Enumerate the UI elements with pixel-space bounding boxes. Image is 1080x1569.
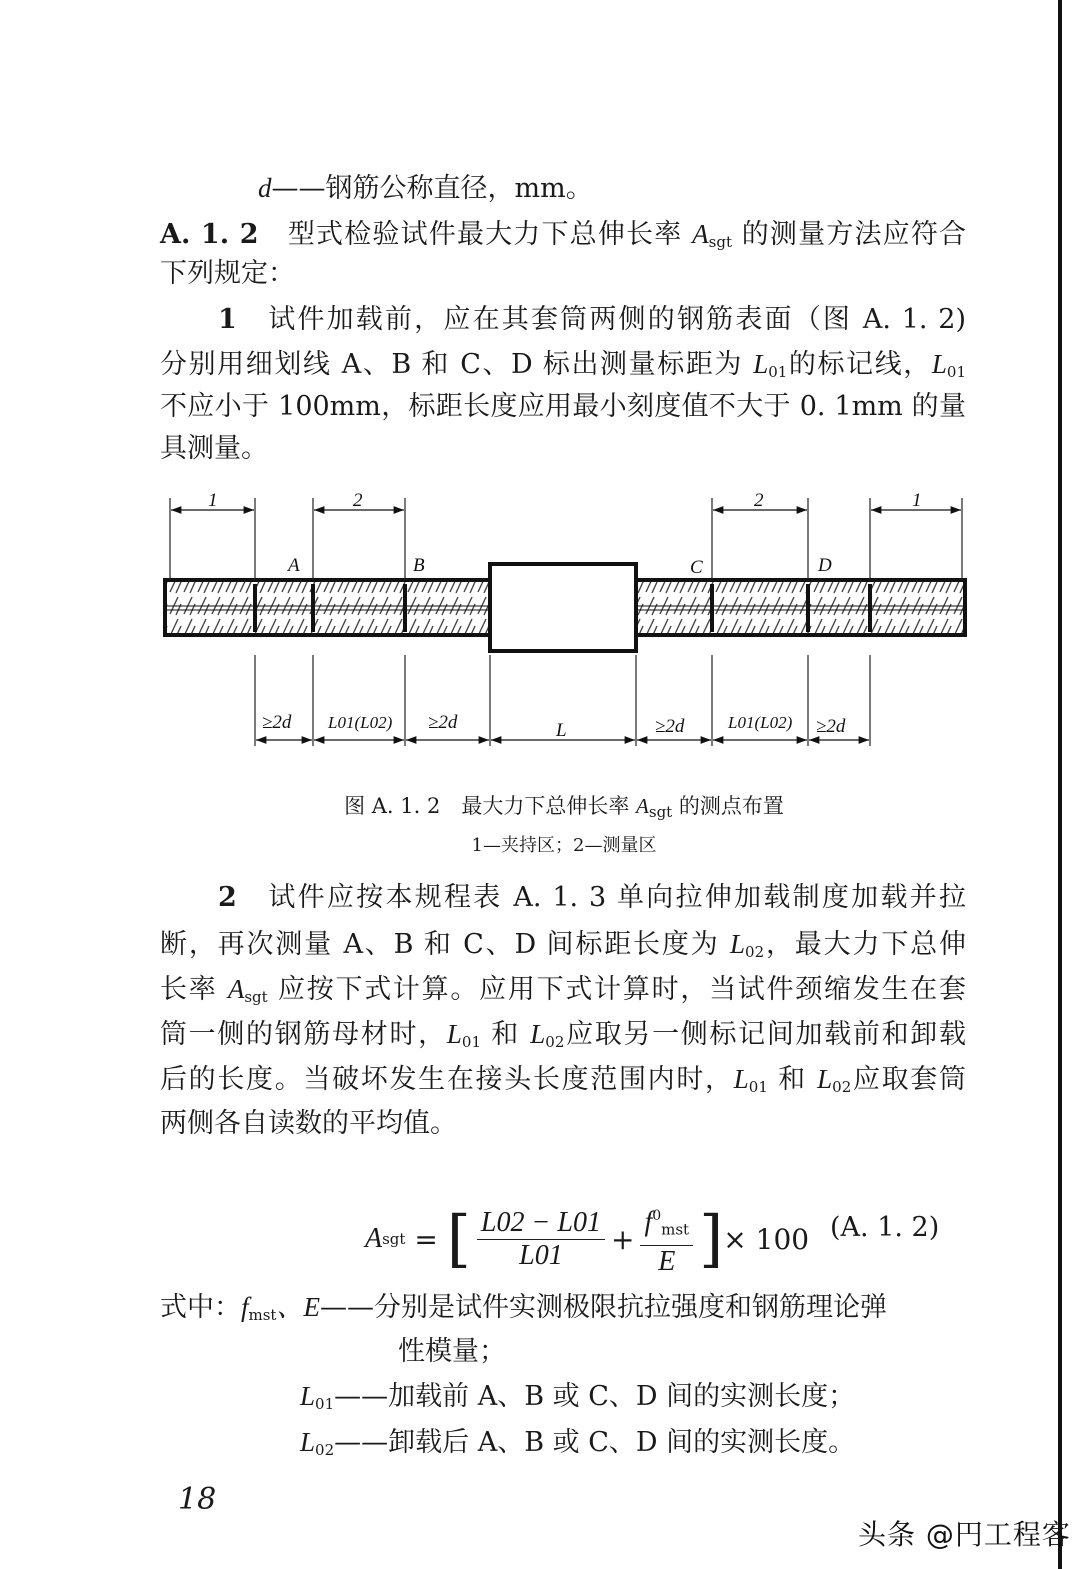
- dim-label: L: [556, 720, 567, 741]
- equation-number: (A. 1. 2): [830, 1212, 940, 1243]
- dim-label: L01(L02): [728, 713, 793, 732]
- figure-legend: 1—夹持区；2—测量区: [471, 835, 657, 856]
- mark-label-b: B: [413, 555, 425, 576]
- watermark: 头条 @円工程客: [858, 1518, 1071, 1551]
- mark-label-d: D: [818, 555, 832, 576]
- mark-label-c: C: [690, 557, 703, 578]
- where-line4: $L_{02}——$卸载后 A、B 或 C、D 间的实测长度。: [300, 1427, 856, 1459]
- dim-label: ≥2d: [428, 712, 458, 733]
- zone-label: 2: [754, 490, 764, 511]
- item1-line4: 具测量。: [160, 433, 268, 464]
- zone-label: 1: [912, 490, 922, 511]
- def-d: d——钢筋公称直径，mm。: [258, 173, 593, 204]
- where-line2: 性模量；: [398, 1336, 506, 1367]
- item2-line3: 长率 $A_{sgt}$ 应按下式计算。应用下式计算时，当试件颈缩发生在套: [160, 974, 966, 1006]
- dim-label: ≥2d: [262, 712, 292, 733]
- sleeve: [490, 564, 636, 651]
- dim-label: L01(L02): [328, 713, 393, 732]
- formula-a-1-2: A sgt = [ $\frac{L02 - L01}{L01}$ + $\frac{f^0_{mst}}{E}$ ] × 100: [365, 1200, 809, 1278]
- mark-label-a: A: [288, 555, 300, 576]
- clause-heading: A. 1. 2 型式检验试件最大力下总伸长率 $A_{sgt}$ 的测量方法应符合: [160, 219, 967, 251]
- item1-line1: 1 试件加载前，应在其套筒两侧的钢筋表面（图 A. 1. 2): [218, 304, 967, 335]
- item1-line3: 不应小于 100mm，标距长度应用最小刻度值不大于 0. 1mm 的量: [160, 391, 966, 422]
- item2-line2: 断，再次测量 A、B 和 C、D 间标距长度为 $L_{02}$，最大力下总伸: [160, 929, 966, 961]
- clause-line2: 下列规定：: [160, 258, 295, 289]
- figure-caption: 图 A. 1. 2 最大力下总伸长率 $A_{sgt}$ 的测点布置: [344, 794, 784, 821]
- zone-label: 2: [353, 490, 363, 511]
- where-line3: $L_{01}——$加载前 A、B 或 C、D 间的实测长度；: [300, 1381, 856, 1413]
- dim-label: ≥2d: [655, 716, 685, 737]
- item1-line2: 分别用细划线 A、B 和 C、D 标出测量标距为 $L_{01}$的标记线，$L_{01}$: [160, 349, 967, 381]
- item2-line1: 2 试件应按本规程表 A. 1. 3 单向拉伸加载制度加载并拉: [218, 882, 967, 913]
- item2-line6: 两侧各自读数的平均值。: [160, 1108, 457, 1139]
- item2-line4: 筒一侧的钢筋母材时，$L_{01}$ 和 $L_{02}$应取另一侧标记间加载前和卸载: [160, 1019, 966, 1051]
- where-line1: 式中：$f_{mst}$、E——分别是试件实测极限抗拉强度和钢筋理论弹: [160, 1292, 887, 1324]
- page-number: 18: [178, 1482, 217, 1517]
- dim-label: ≥2d: [816, 716, 846, 737]
- item2-line5: 后的长度。当破坏发生在接头长度范围内时，$L_{01}$ 和 $L_{02}$应取套筒: [160, 1064, 966, 1096]
- zone-label: 1: [208, 490, 218, 511]
